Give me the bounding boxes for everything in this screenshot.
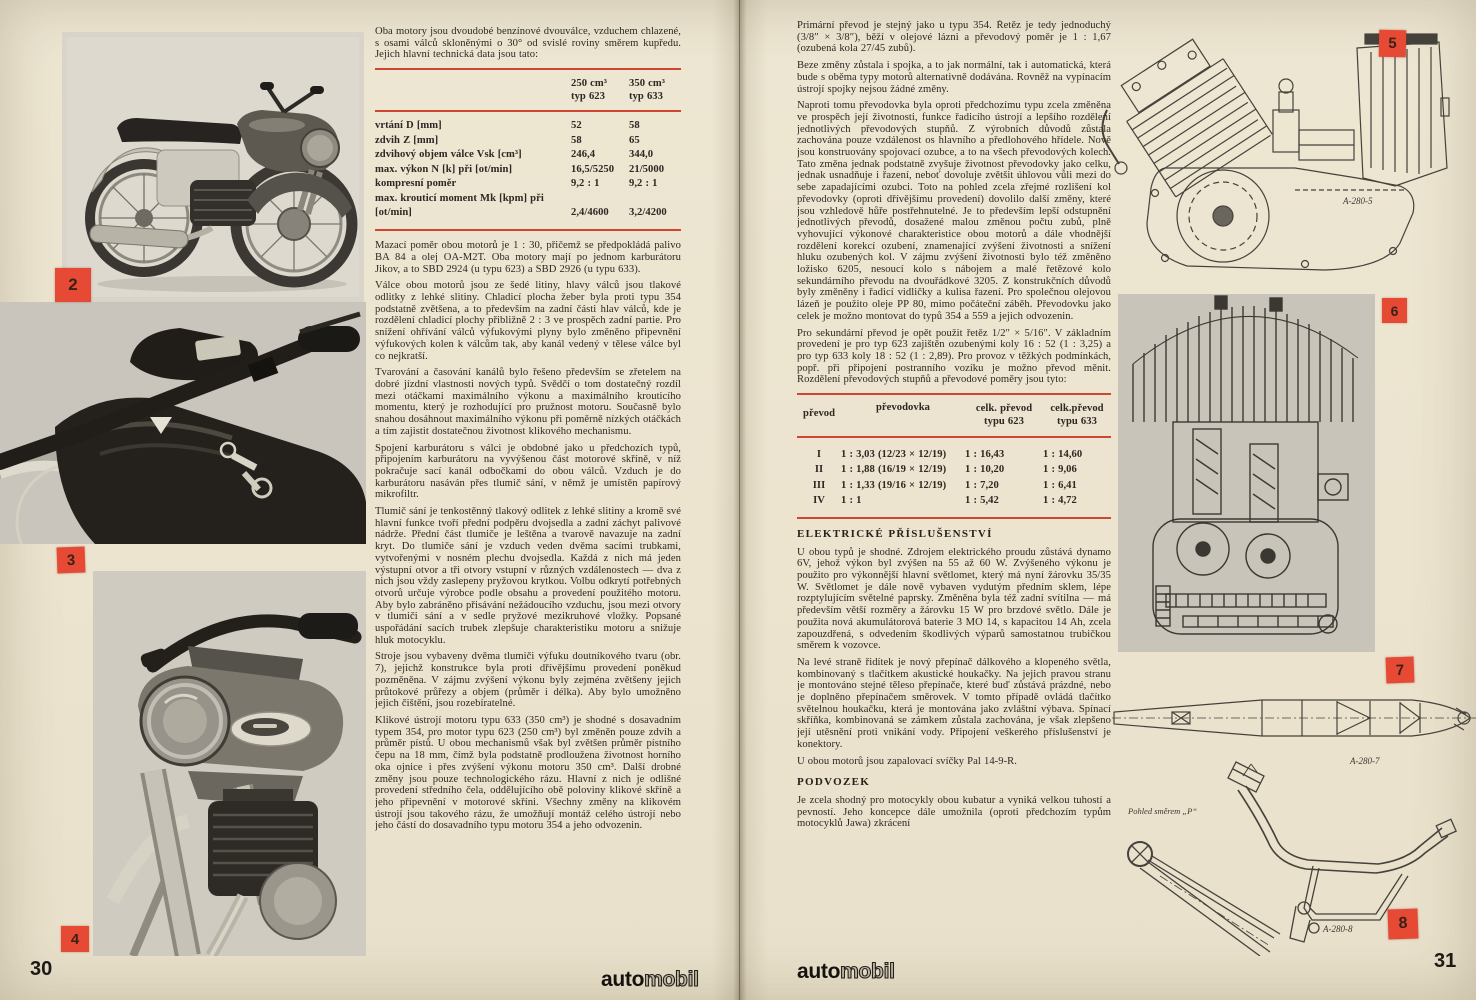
paragraph: Beze změny zůstala i spojka, a to jak normální, tak i automatická, která bude s oběma typy motorů alternativně dodávána. Rovněž na vypínacím ústrojí spojky nejsou žádné změny. <box>797 60 1111 95</box>
engine-side-drawing-image <box>1095 18 1476 290</box>
page-number-right: 31 <box>1434 950 1457 972</box>
gear-ratio-table <box>797 393 1111 519</box>
figure-marker-3: 3 <box>57 547 86 574</box>
table-row: max. výkon N [k] při [ot/min] 16,5/5250 21/5000 <box>375 163 665 175</box>
paragraph: Klikové ústrojí motoru typu 633 (350 cm³) je shodné s dosavadním typem 354, pro motor typu 623 (250 cm³) byl změněn pouze zdvih a průměr pístů. U obou mechanismů však byl zvětšen průměr pístního čepu na 18 mm, čímž byla podstatně prodloužena životnost horního oka ojnice i přes zvýšení výkonu motoru 350 cm³. Další drobné změny jsou pouze technologického rázu. Hlavní z nich je odlišné provedení středního čela, oddělujícího obě poloviny klikové skříně a jeho připevnění v motorové skříni. Všechny změny na klikovém ústrojí jsou takového rázu, že umožňují montáž celého ústrojí nebo jeho částí do dosavadního typu motoru 354 a jeho odvozenin. <box>375 714 681 832</box>
gear-col-633: celk.převod typu 633 <box>1050 403 1104 428</box>
table-row: zdvihový objem válce Vsk [cm³] 246,4 344,0 <box>375 149 654 161</box>
paragraph: Stroje jsou vybaveny dvěma tlumiči výfuku doutníkového tvaru (obr. 7), jejichž konstrukce byla proti dřívějšímu provedení poněkud pozměněna. V zájmu zvýšení výkonu byly zejména zvětšeny jejich průtokové průřezy a objem (průměr i délka). Aby bylo umožněno jejich čištění, jsou rozebíratelné. <box>375 651 681 710</box>
figure-photo-handlebar-closeup <box>0 302 366 544</box>
figure-label: A-280-7 <box>1350 756 1380 766</box>
figure-marker-2: 2 <box>55 268 91 302</box>
paragraph: Válce obou motorů jsou ze šedé litiny, hlavy válců jsou tlakové odlitky z lehké slitiny. Chladicí plocha žeber byla proti typu 354 podstatně zvětšena, a to především na zadní části hlav válců, kde je rozdělení chladicí plochy přibližně 2 : 3 ve prospěch zadní partie. Pro snížení ohřívání válců výfukovými plyny bylo změněno připevnění výfukových kolen k válcům tak, aby kanál vedený v tělese válce byl co nejkratší. <box>375 280 681 362</box>
table-row: IV 1 : 1 1 : 5,42 1 : 4,72 <box>813 494 1077 506</box>
table-row: III 1 : 1,33 (19/16 × 12/19) 1 : 7,20 1 : 6,41 <box>812 479 1077 491</box>
table-row: I 1 : 3,03 (12/23 × 12/19) 1 : 16,43 1 : 14,60 <box>816 449 1083 461</box>
table-row: vrtání D [mm] 52 58 <box>375 120 640 132</box>
page-spine-gutter <box>712 0 768 1000</box>
paragraph: Tlumič sání je tenkostěnný tlakový odlitek z lehké slitiny a kromě své hlavní funkce tvoří přední podpěru dvojsedla a zadní záchyt palivové nádrže. Přední část tlumiče je leštěna a tvarově navazuje na zadní kryt. Do tlumiče sání je vzduch veden dvěma sacími trubkami, vytvořenými v nosném plechu dvojsedla. Každá z nich má jeden výstupní otvor a tři otvory vstupní v různých vzdálenostech — dva z nich jsou vždy zaslepeny pryžovou krytkou. Volbu odkrytí potřebných otvorů určuje výrobce podle obsahu a provedení použitého motoru. Aby bylo zabráněno přisávání nežádoucího vzduchu, jsou mezi otvory v tlumiči sání a v sedle pryžové mezikruhové vložky. Popsané uspořádání sacích trubek zlepšuje charakteristiku motoru a snižuje hluk motocyklu. <box>375 506 681 646</box>
figure-marker-4: 4 <box>61 926 89 952</box>
gear-col-623: celk. převod typu 623 <box>975 403 1033 428</box>
paragraph: Je zcela shodný pro motocykly obou kubatur a vyniká velkou tuhostí a pevností. Jeho koncepce dále umožnila (oproti předchozím typům motocyklů Jawa) zkrácení <box>797 794 1111 830</box>
table-row: max. krouticí moment Mk [kpm] při [ot/min] 2,4/4600 3,2/4200 <box>375 193 667 218</box>
paragraph: Mazací poměr obou motorů je 1 : 30, přičemž se předpokládá palivo BA 84 a olej OA-M2T. Oba motory mají po jednom karburátoru Jikov, a to SBD 2924 (u typu 623) a SBD 2926 (u typu 633). <box>375 240 681 275</box>
magazine-logo-right: automobil <box>797 960 895 983</box>
figure-note: Pohled směrem „P“ <box>1128 806 1198 816</box>
spec-col-250: 250 cm³ typ 623 <box>571 78 607 103</box>
figure-marker-8: 8 <box>1387 908 1418 939</box>
handlebar-closeup-photo-image <box>0 302 366 544</box>
figure-label: A-280-8 <box>1323 924 1353 934</box>
paragraph: Naproti tomu převodovka byla oproti předchozímu typu zcela změněna ve prospěch její životnosti, funkce řadicího ústrojí a lepšího rozdělení jednotlivých převodových stupňů. Z výrobních důvodů zůstala zachována pouze vzdálenost os hlavního a předlohového hřídele. Nově jsou konstruovány spojovací ozubce, a to na všech převodových kolech. Tato změna jednak podstatně zvyšuje životnost převodovky jako celku, jednak usnadňuje i řazení, neboť dovoluje zvětšit úhlovou vůli mezi do sebe zapadajícími ozubci. Toto na pohled zcela zřejmé rozlišení kol převodovky (oproti dřívějšímu provedení) dovolilo další změny, které jsou vzhledově hůře postřehnutelné. Je to především lepší odstupnění jednotlivých převodů, dosažené malou změnou počtu zubů, plně vyhovující výkonové charakteristice obou motorů a dále vhodnější rozdělení korekcí ozubení, znamenající zvýšení životnosti a snížení hluku ozubených kol. V zájmu zvýšení životnosti bylo též změněno ložisko 6205, nesoucí kolo s nábojem a malé řetězové kolo sekundárního převodu na dvouřádkové 3205. Z konstrukčních důvodů byly změněny i řadicí vidličky a kulisa řazení. Pro společnou olejovou lázeň je použito oleje PP 80, mimo počáteční záběh. Převodovku jako celek je možno montovat do typů 354 a 559 a jejich odvozenin. <box>797 100 1111 322</box>
spec-col-350: 350 cm³ typ 633 <box>629 78 665 103</box>
paragraph: U obou typů je shodné. Zdrojem elektrického proudu zůstává dynamo 6V, jehož výkon byl zvýšen na 55 až 60 W. Zvýšeného výkonu je použito pro výkonnější hlavní světlomet, který má nyní žárovku 35/35 W. Světlomet je dále nově vybaven vydutým předním sklem, lépe rozptylujícím světelné paprsky. Změněna byla též zadní svítilna — má především větší rozměry a žárovku 15 W pro brzdové světlo. Dále je použita nová akumulátorová baterie 3 MO 14, s kapacitou 14 Ah, zcela zapouzdřená, s odvedením škodlivých výparů samostatnou trubičkou směrem k vozovce. <box>797 546 1111 652</box>
engine-cross-section-image <box>1118 294 1375 652</box>
left-text-column <box>375 26 681 960</box>
figure-drawing-engine-cross-section <box>1118 294 1375 652</box>
engine-spec-table <box>375 68 681 231</box>
right-text-column <box>797 20 1111 956</box>
motorcycle-side-photo-image <box>62 32 364 302</box>
spec-table-header <box>375 77 681 112</box>
paragraph: Na levé straně řidítek je nový přepínač dálkového a klopeného světla, kombinovaný s tlačítkem akustické houkačky. Na jejich pravou stranu je montováno stejné těleso přepínače, které buď zůstává prázdné, nebo je doplněno přepínačem směrovek. V tomto případě ovládá tlačítko světelnou houkačku, která je montována jako zvláštní výbava. Spínací skříňka, kombinovaná se zámkem zůstala zachována, je však zlepšeno její utěsnění proti vnikání vody. Připojení veškerého příslušenství je konektory. <box>797 656 1111 750</box>
paragraph: Spojení karburátoru s válci je obdobné jako u předchozích typů, připojením karburátoru na vyvýšenou část motorové skříně, v níž pokračuje sací kanál odbočkami do obou válců. Vzduch je do karburátoru nasáván přes tlumič sání, v němž je umístěn papírový mikrofiltr. <box>375 442 681 501</box>
gear-table-header: převod převodovka celk. převod typu 623 celk.převod typu 633 <box>797 402 1111 438</box>
section-heading-chassis: PODVOZEK <box>797 776 871 789</box>
paragraph: Oba motory jsou dvoudobé benzínové dvouválce, vzduchem chlazené, s osami válců skloněnými o 30° od svislé roviny směrem kupředu. Jejich hlavní technická data jsou tato: <box>375 26 681 61</box>
figure-marker-7: 7 <box>1386 657 1415 684</box>
figure-photo-motorcycle-side <box>62 32 364 302</box>
figure-photo-front-engine <box>93 571 366 956</box>
front-engine-photo-image <box>93 571 366 956</box>
figure-label: A-280-5 <box>1343 196 1373 206</box>
page-number-left: 30 <box>30 958 53 980</box>
table-row: II 1 : 1,88 (16/19 × 12/19) 1 : 10,20 1 : 9,06 <box>814 464 1077 476</box>
table-row: zdvih Z [mm] 58 65 <box>375 134 640 146</box>
figure-marker-6: 6 <box>1382 298 1407 323</box>
paragraph: Tvarování a časování kanálů bylo řešeno především se zřetelem na dobré jízdní vlastnosti nových typů. Svědčí o tom dostatečný rozdíl mezi otáčkami maximálního výkonu a maximálního krouticího momentu, který je rozhodující pro pružnost motoru. Současně bylo snahou dosáhnout maximálního výkonu při poměrně nízkých otáčkách a tím zajistit dostatečnou životnost klikového mechanismu. <box>375 367 681 437</box>
table-row: kompresní poměr 9,2 : 1 9,2 : 1 <box>375 178 658 190</box>
paragraph: Pro sekundární převod je opět použit řetěz 1/2″ × 5/16″. V základním provedení je pro typ 623 zajištěn ozubenými koly 16 : 52 (1 : 3,25) a pro typ 633 koly 18 : 52 (1 : 2,89). Pro provoz v těžkých podmínkách, popř. při připojení postranního vozíku je možno převod měnit. Rozdělení převodových stupňů a převodové poměry jsou tyto: <box>797 327 1111 386</box>
figure-marker-5: 5 <box>1379 30 1406 57</box>
paragraph: Primární převod je stejný jako u typu 354. Řetěz je tedy jednoduchý (3/8″ × 3/8″), běží v olejové lázni a převodový poměr je 1 : 1,67 (ozubená kola 27/45 zubů). <box>797 20 1111 55</box>
paragraph: U obou motorů jsou zapalovací svíčky Pal 14-9-R. <box>797 755 1017 767</box>
figure-drawing-engine-side <box>1095 18 1476 290</box>
section-heading-electrical: ELEKTRICKÉ PŘÍSLUŠENSTVÍ <box>797 527 993 540</box>
magazine-logo-left: automobil <box>601 968 699 991</box>
